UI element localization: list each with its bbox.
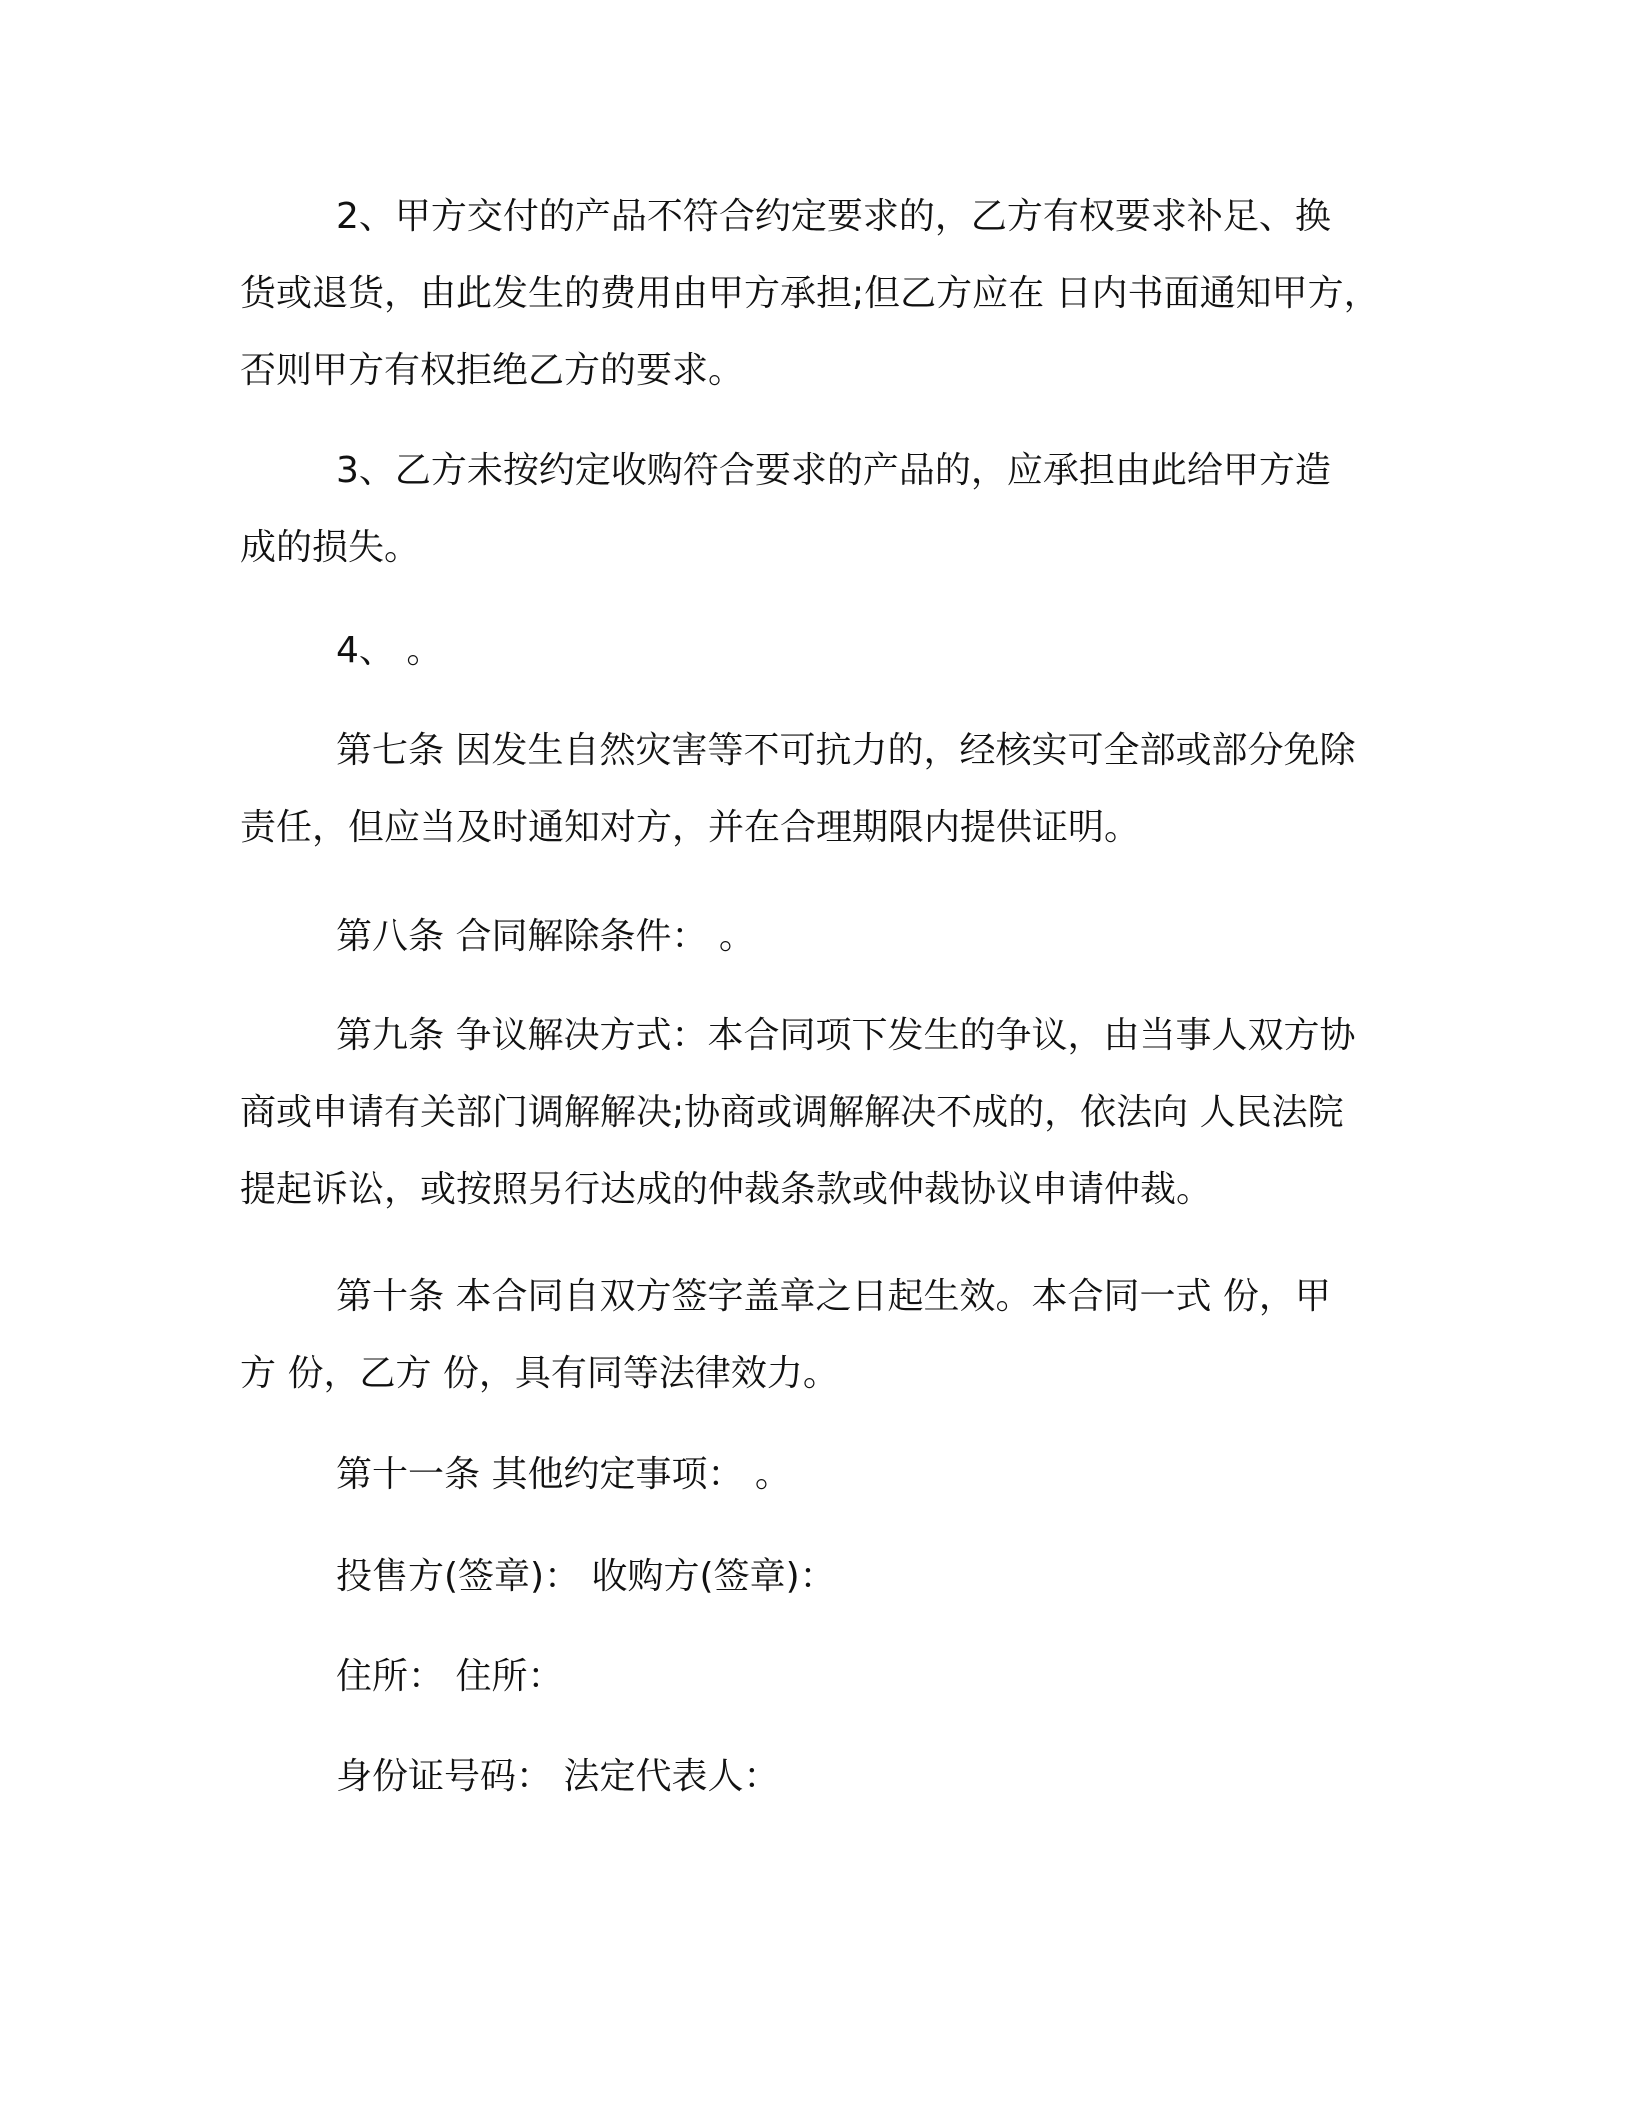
text-line: 2、甲方交付的产品不符合约定要求的，乙方有权要求补足、换	[336, 196, 1331, 237]
text-line: 住所： 住所：	[336, 1656, 564, 1697]
text-line: 第十条 本合同自双方签字盖章之日起生效。本合同一式 份，甲	[336, 1276, 1331, 1317]
text-line: 投售方(签章)： 收购方(签章)：	[336, 1556, 836, 1597]
text-line: 货或退货，由此发生的费用由甲方承担;但乙方应在 日内书面通知甲方，	[240, 273, 1380, 314]
text-line: 否则甲方有权拒绝乙方的要求。	[240, 350, 745, 391]
text-line: 提起诉讼，或按照另行达成的仲裁条款或仲裁协议申请仲裁。	[240, 1169, 1213, 1210]
clause-6-item-4	[240, 612, 1400, 689]
text-line: 3、乙方未按约定收购符合要求的产品的，应承担由此给甲方造	[336, 450, 1331, 491]
clause-11	[240, 1436, 1400, 1513]
clause-10	[240, 1258, 1400, 1412]
text-line: 方 份，乙方 份，具有同等法律效力。	[240, 1353, 839, 1394]
text-line: 成的损失。	[240, 527, 421, 568]
clause-8	[240, 898, 1400, 975]
text-line: 身份证号码： 法定代表人：	[336, 1756, 780, 1797]
clause-7	[240, 712, 1400, 866]
clause-6-item-3	[240, 432, 1400, 586]
text-line: 第九条 争议解决方式：本合同项下发生的争议，由当事人双方协	[336, 1015, 1356, 1056]
text-line: 4、 。	[336, 630, 443, 671]
text-line: 第十一条 其他约定事项： 。	[336, 1454, 791, 1495]
signature-line-parties	[240, 1538, 1400, 1615]
clause-6-item-2	[240, 178, 1400, 409]
clause-9	[240, 997, 1400, 1228]
text-line: 第八条 合同解除条件： 。	[336, 916, 755, 957]
text-line: 第七条 因发生自然灾害等不可抗力的，经核实可全部或部分免除	[336, 730, 1356, 771]
signature-line-id	[240, 1738, 1400, 1815]
text-line: 商或申请有关部门调解解决;协商或调解解决不成的，依法向 人民法院	[240, 1092, 1344, 1133]
text-line: 责任，但应当及时通知对方，并在合理期限内提供证明。	[240, 807, 1141, 848]
signature-line-address	[240, 1638, 1400, 1715]
